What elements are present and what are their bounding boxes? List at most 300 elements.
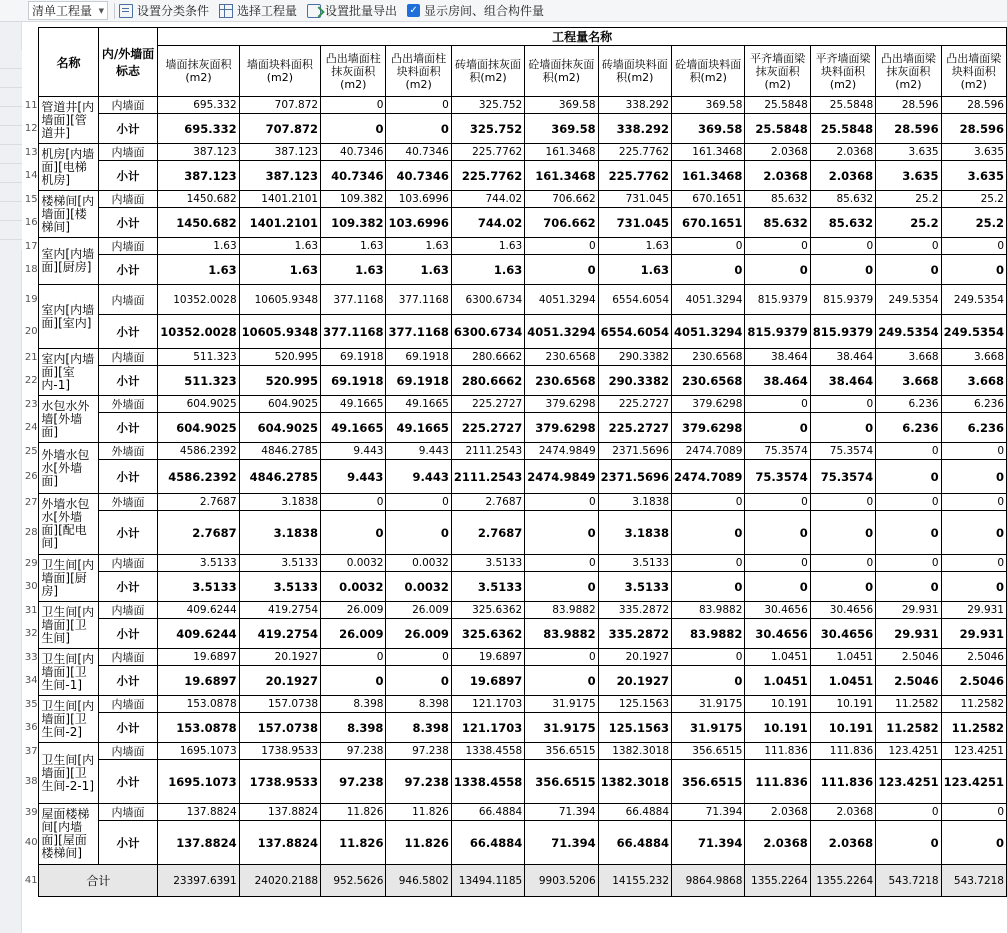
subtotal-cell[interactable]: 249.5354	[941, 315, 1006, 349]
value-cell[interactable]: 161.3468	[525, 144, 598, 161]
show-room-checkbox[interactable]	[407, 2, 544, 19]
subtotal-cell[interactable]: 225.7762	[598, 161, 671, 191]
value-cell[interactable]: 2.5046	[941, 649, 1006, 666]
value-cell[interactable]: 1.63	[386, 238, 451, 255]
subtotal-cell[interactable]: 3.1838	[239, 511, 320, 555]
subtotal-row[interactable]	[24, 255, 1007, 285]
subtotal-cell[interactable]: 3.5133	[451, 572, 524, 602]
subtotal-cell[interactable]: 1695.1073	[158, 760, 239, 804]
value-cell[interactable]: 249.5354	[876, 285, 941, 315]
wall-flag-cell[interactable]: 内墙面	[98, 696, 158, 713]
total-row[interactable]	[24, 865, 1007, 897]
value-cell[interactable]: 0.0032	[321, 555, 386, 572]
value-cell[interactable]: 1.0451	[810, 649, 875, 666]
subtotal-cell[interactable]: 1382.3018	[598, 760, 671, 804]
value-cell[interactable]: 225.2727	[451, 396, 524, 413]
value-cell[interactable]: 11.826	[321, 804, 386, 821]
value-cell[interactable]: 4051.3294	[672, 285, 745, 315]
value-cell[interactable]: 109.382	[321, 191, 386, 208]
value-cell[interactable]: 29.931	[876, 602, 941, 619]
subtotal-cell[interactable]: 419.2754	[239, 619, 320, 649]
subtotal-cell[interactable]: 9.443	[386, 460, 451, 494]
value-cell[interactable]: 2.5046	[876, 649, 941, 666]
subtotal-cell[interactable]: 19.6897	[158, 666, 239, 696]
value-cell[interactable]: 30.4656	[745, 602, 810, 619]
subtotal-cell[interactable]: 0	[876, 572, 941, 602]
subtotal-cell[interactable]: 6.236	[876, 413, 941, 443]
subtotal-cell[interactable]: 0	[672, 666, 745, 696]
value-cell[interactable]: 356.6515	[525, 743, 598, 760]
value-cell[interactable]: 0	[525, 649, 598, 666]
subtotal-cell[interactable]: 225.7762	[451, 161, 524, 191]
value-cell[interactable]: 0	[876, 555, 941, 572]
subtotal-cell[interactable]: 744.02	[451, 208, 524, 238]
value-cell[interactable]: 0	[321, 97, 386, 114]
subtotal-cell[interactable]: 377.1168	[386, 315, 451, 349]
value-cell[interactable]: 1.63	[158, 238, 239, 255]
value-cell[interactable]: 290.3382	[598, 349, 671, 366]
value-cell[interactable]: 0	[745, 396, 810, 413]
subtotal-cell[interactable]: 3.5133	[598, 572, 671, 602]
wall-flag-cell[interactable]: 外墙面	[98, 494, 158, 511]
value-cell[interactable]: 2.0368	[810, 804, 875, 821]
value-cell[interactable]: 161.3468	[672, 144, 745, 161]
subtotal-cell[interactable]: 4846.2785	[239, 460, 320, 494]
subtotal-cell[interactable]: 0	[745, 572, 810, 602]
value-cell[interactable]: 97.238	[321, 743, 386, 760]
value-cell[interactable]: 225.2727	[598, 396, 671, 413]
value-cell[interactable]: 25.5848	[745, 97, 810, 114]
value-cell[interactable]: 10352.0028	[158, 285, 239, 315]
subtotal-cell[interactable]: 2.5046	[876, 666, 941, 696]
subtotal-cell[interactable]: 97.238	[321, 760, 386, 804]
value-cell[interactable]: 26.009	[321, 602, 386, 619]
subtotal-cell[interactable]: 85.632	[810, 208, 875, 238]
subtotal-cell[interactable]: 19.6897	[451, 666, 524, 696]
value-cell[interactable]: 0	[810, 396, 875, 413]
value-cell[interactable]: 6554.6054	[598, 285, 671, 315]
subtotal-cell[interactable]: 377.1168	[321, 315, 386, 349]
value-cell[interactable]: 2371.5696	[598, 443, 671, 460]
row-name-cell[interactable]: 卫生间[内墙面][厨房]	[39, 555, 98, 602]
subtotal-cell[interactable]: 3.668	[876, 366, 941, 396]
subtotal-cell[interactable]: 0.0032	[386, 572, 451, 602]
row-name-cell[interactable]: 水包水外墙[外墙面]	[39, 396, 98, 443]
subtotal-cell[interactable]: 280.6662	[451, 366, 524, 396]
subtotal-cell[interactable]: 69.1918	[321, 366, 386, 396]
value-cell[interactable]: 2.0368	[745, 804, 810, 821]
value-cell[interactable]: 0	[672, 238, 745, 255]
subtotal-cell[interactable]: 11.826	[386, 821, 451, 865]
value-cell[interactable]: 125.1563	[598, 696, 671, 713]
subtotal-cell[interactable]: 28.596	[941, 114, 1006, 144]
subtotal-cell[interactable]: 335.2872	[598, 619, 671, 649]
subtotal-cell[interactable]: 2111.2543	[451, 460, 524, 494]
value-cell[interactable]: 8.398	[321, 696, 386, 713]
subtotal-cell[interactable]: 6554.6054	[598, 315, 671, 349]
subtotal-row[interactable]	[24, 572, 1007, 602]
value-cell[interactable]: 121.1703	[451, 696, 524, 713]
wall-flag-cell[interactable]: 内墙面	[98, 238, 158, 255]
value-cell[interactable]: 0	[321, 649, 386, 666]
subtotal-cell[interactable]: 71.394	[672, 821, 745, 865]
wall-flag-cell[interactable]: 内墙面	[98, 804, 158, 821]
subtotal-cell[interactable]: 670.1651	[672, 208, 745, 238]
value-cell[interactable]: 1338.4558	[451, 743, 524, 760]
table-row[interactable]	[24, 238, 1007, 255]
subtotal-cell[interactable]: 2.0368	[810, 161, 875, 191]
value-cell[interactable]: 66.4884	[598, 804, 671, 821]
value-cell[interactable]: 137.8824	[158, 804, 239, 821]
row-name-cell[interactable]: 外墙水包水[外墙面][配电间]	[39, 494, 98, 555]
subtotal-row[interactable]	[24, 821, 1007, 865]
subtotal-cell[interactable]: 4051.3294	[672, 315, 745, 349]
value-cell[interactable]: 0	[386, 494, 451, 511]
value-cell[interactable]: 0	[941, 238, 1006, 255]
subtotal-cell[interactable]: 0	[386, 511, 451, 555]
column-header[interactable]: 墙面抹灰面积(m2)	[158, 46, 239, 97]
subtotal-cell[interactable]: 49.1665	[386, 413, 451, 443]
value-cell[interactable]: 0	[876, 494, 941, 511]
value-cell[interactable]: 25.2	[876, 191, 941, 208]
value-cell[interactable]: 4051.3294	[525, 285, 598, 315]
wall-flag-cell[interactable]: 外墙面	[98, 396, 158, 413]
value-cell[interactable]: 377.1168	[386, 285, 451, 315]
value-cell[interactable]: 9.443	[386, 443, 451, 460]
value-cell[interactable]: 66.4884	[451, 804, 524, 821]
subtotal-cell[interactable]: 695.332	[158, 114, 239, 144]
subtotal-cell[interactable]: 26.009	[321, 619, 386, 649]
subtotal-cell[interactable]: 83.9882	[525, 619, 598, 649]
table-row[interactable]	[24, 649, 1007, 666]
column-header[interactable]: 凸出墙面柱抹灰面积(m2)	[321, 46, 386, 97]
subtotal-cell[interactable]: 325.6362	[451, 619, 524, 649]
value-cell[interactable]: 38.464	[810, 349, 875, 366]
subtotal-cell[interactable]: 69.1918	[386, 366, 451, 396]
subtotal-cell[interactable]: 3.635	[876, 161, 941, 191]
value-cell[interactable]: 111.836	[810, 743, 875, 760]
subtotal-cell[interactable]: 356.6515	[525, 760, 598, 804]
row-name-cell[interactable]: 卫生间[内墙面][卫生间]	[39, 602, 98, 649]
subtotal-cell[interactable]: 1.63	[451, 255, 524, 285]
value-cell[interactable]: 75.3574	[810, 443, 875, 460]
subtotal-cell[interactable]: 0	[525, 572, 598, 602]
subtotal-cell[interactable]: 225.2727	[598, 413, 671, 443]
total-cell[interactable]: 1355.2264	[745, 865, 810, 897]
value-cell[interactable]: 0	[810, 494, 875, 511]
subtotal-cell[interactable]: 731.045	[598, 208, 671, 238]
value-cell[interactable]: 377.1168	[321, 285, 386, 315]
value-cell[interactable]: 0	[672, 555, 745, 572]
subtotal-cell[interactable]: 230.6568	[525, 366, 598, 396]
value-cell[interactable]: 3.668	[876, 349, 941, 366]
subtotal-cell[interactable]: 1.0451	[745, 666, 810, 696]
wall-flag-cell[interactable]: 外墙面	[98, 443, 158, 460]
column-header[interactable]: 平齐墙面梁抹灰面积(m2)	[745, 46, 810, 97]
subtotal-cell[interactable]: 379.6298	[525, 413, 598, 443]
subtotal-cell[interactable]: 0	[876, 511, 941, 555]
subtotal-cell[interactable]: 2.7687	[158, 511, 239, 555]
value-cell[interactable]: 49.1665	[386, 396, 451, 413]
value-cell[interactable]: 111.836	[745, 743, 810, 760]
wall-flag-cell[interactable]: 内墙面	[98, 743, 158, 760]
value-cell[interactable]: 249.5354	[941, 285, 1006, 315]
value-cell[interactable]: 83.9882	[672, 602, 745, 619]
value-cell[interactable]: 670.1651	[672, 191, 745, 208]
subtotal-cell[interactable]: 97.238	[386, 760, 451, 804]
value-cell[interactable]: 0	[810, 555, 875, 572]
value-cell[interactable]: 325.752	[451, 97, 524, 114]
value-cell[interactable]: 0	[876, 238, 941, 255]
value-cell[interactable]: 0	[386, 97, 451, 114]
value-cell[interactable]: 1.63	[598, 238, 671, 255]
subtotal-cell[interactable]: 0	[876, 460, 941, 494]
value-cell[interactable]: 2.7687	[451, 494, 524, 511]
subtotal-cell[interactable]: 706.662	[525, 208, 598, 238]
subtotal-cell[interactable]: 0	[810, 255, 875, 285]
subtotal-cell[interactable]: 1.63	[598, 255, 671, 285]
quantity-type-select[interactable]	[28, 1, 108, 20]
subtotal-cell[interactable]: 10352.0028	[158, 315, 239, 349]
subtotal-cell[interactable]: 0	[672, 255, 745, 285]
table-row[interactable]	[24, 555, 1007, 572]
subtotal-cell[interactable]: 111.836	[810, 760, 875, 804]
subtotal-cell[interactable]: 387.123	[158, 161, 239, 191]
subtotal-cell[interactable]: 2.0368	[810, 821, 875, 865]
value-cell[interactable]: 3.668	[941, 349, 1006, 366]
subtotal-cell[interactable]: 2.7687	[451, 511, 524, 555]
value-cell[interactable]: 103.6996	[386, 191, 451, 208]
subtotal-row[interactable]	[24, 114, 1007, 144]
column-header[interactable]: 凸出墙面柱块料面积(m2)	[386, 46, 451, 97]
value-cell[interactable]: 0	[525, 494, 598, 511]
value-cell[interactable]: 0	[321, 494, 386, 511]
table-row[interactable]	[24, 804, 1007, 821]
subtotal-cell[interactable]: 511.323	[158, 366, 239, 396]
name-column-header[interactable]: 名称	[39, 28, 98, 97]
value-cell[interactable]: 49.1665	[321, 396, 386, 413]
value-cell[interactable]: 0	[525, 238, 598, 255]
value-cell[interactable]: 369.58	[672, 97, 745, 114]
value-cell[interactable]: 123.4251	[876, 743, 941, 760]
total-cell[interactable]: 13494.1185	[451, 865, 524, 897]
subtotal-cell[interactable]: 707.872	[239, 114, 320, 144]
subtotal-cell[interactable]: 20.1927	[598, 666, 671, 696]
value-cell[interactable]: 153.0878	[158, 696, 239, 713]
subtotal-cell[interactable]: 6300.6734	[451, 315, 524, 349]
value-cell[interactable]: 369.58	[525, 97, 598, 114]
wall-flag-cell[interactable]: 内墙面	[98, 285, 158, 315]
value-cell[interactable]: 85.632	[745, 191, 810, 208]
subtotal-cell[interactable]: 10.191	[745, 713, 810, 743]
subtotal-cell[interactable]: 26.009	[386, 619, 451, 649]
subtotal-cell[interactable]: 0	[386, 114, 451, 144]
flag-column-header[interactable]: 内/外墙面标志	[98, 28, 158, 97]
subtotal-row[interactable]	[24, 713, 1007, 743]
value-cell[interactable]: 38.464	[745, 349, 810, 366]
value-cell[interactable]: 0	[745, 555, 810, 572]
value-cell[interactable]: 6300.6734	[451, 285, 524, 315]
value-cell[interactable]: 6.236	[941, 396, 1006, 413]
wall-flag-cell[interactable]: 内墙面	[98, 349, 158, 366]
row-name-cell[interactable]: 室内[内墙面][室内-1]	[39, 349, 98, 396]
subtotal-cell[interactable]: 0	[941, 460, 1006, 494]
value-cell[interactable]: 11.2582	[941, 696, 1006, 713]
subtotal-cell[interactable]: 11.2582	[941, 713, 1006, 743]
value-cell[interactable]: 0	[386, 649, 451, 666]
value-cell[interactable]: 6.236	[876, 396, 941, 413]
subtotal-row[interactable]	[24, 208, 1007, 238]
value-cell[interactable]: 1.63	[451, 238, 524, 255]
subtotal-cell[interactable]: 0	[672, 572, 745, 602]
value-cell[interactable]: 604.9025	[239, 396, 320, 413]
subtotal-cell[interactable]: 0	[321, 666, 386, 696]
subtotal-cell[interactable]: 137.8824	[239, 821, 320, 865]
subtotal-cell[interactable]: 66.4884	[451, 821, 524, 865]
subtotal-cell[interactable]: 0	[745, 511, 810, 555]
subtotal-cell[interactable]: 85.632	[745, 208, 810, 238]
column-header[interactable]: 砼墙面抹灰面积(m2)	[525, 46, 598, 97]
subtotal-cell[interactable]: 8.398	[321, 713, 386, 743]
batch-export-button[interactable]	[307, 2, 397, 19]
subtotal-cell[interactable]: 604.9025	[158, 413, 239, 443]
subtotal-cell[interactable]: 3.5133	[239, 572, 320, 602]
row-name-cell[interactable]: 室内[内墙面][室内]	[39, 285, 98, 349]
value-cell[interactable]: 2111.2543	[451, 443, 524, 460]
subtotal-cell[interactable]: 153.0878	[158, 713, 239, 743]
value-cell[interactable]: 338.292	[598, 97, 671, 114]
wall-flag-cell[interactable]: 内墙面	[98, 97, 158, 114]
subtotal-cell[interactable]: 2474.9849	[525, 460, 598, 494]
value-cell[interactable]: 8.398	[386, 696, 451, 713]
value-cell[interactable]: 3.5133	[239, 555, 320, 572]
subtotal-cell[interactable]: 0	[876, 255, 941, 285]
subtotal-cell[interactable]: 3.635	[941, 161, 1006, 191]
total-cell[interactable]: 23397.6391	[158, 865, 239, 897]
value-cell[interactable]: 19.6897	[451, 649, 524, 666]
subtotal-cell[interactable]: 3.668	[941, 366, 1006, 396]
subtotal-row[interactable]	[24, 315, 1007, 349]
subtotal-cell[interactable]: 30.4656	[745, 619, 810, 649]
subtotal-cell[interactable]: 0	[672, 511, 745, 555]
subtotal-row[interactable]	[24, 161, 1007, 191]
value-cell[interactable]: 29.931	[941, 602, 1006, 619]
subtotal-cell[interactable]: 40.7346	[321, 161, 386, 191]
subtotal-cell[interactable]: 379.6298	[672, 413, 745, 443]
subtotal-cell[interactable]: 29.931	[941, 619, 1006, 649]
column-header[interactable]: 凸出墙面梁块料面积(m2)	[941, 46, 1006, 97]
subtotal-cell[interactable]: 0	[810, 511, 875, 555]
subtotal-cell[interactable]: 369.58	[525, 114, 598, 144]
subtotal-cell[interactable]: 111.836	[745, 760, 810, 804]
subtotal-cell[interactable]: 30.4656	[810, 619, 875, 649]
value-cell[interactable]: 511.323	[158, 349, 239, 366]
total-cell[interactable]: 1355.2264	[810, 865, 875, 897]
subtotal-cell[interactable]: 103.6996	[386, 208, 451, 238]
choose-quantity-button[interactable]	[219, 2, 297, 19]
value-cell[interactable]: 137.8824	[239, 804, 320, 821]
subtotal-cell[interactable]: 225.2727	[451, 413, 524, 443]
value-cell[interactable]: 815.9379	[810, 285, 875, 315]
subtotal-cell[interactable]: 2.5046	[941, 666, 1006, 696]
value-cell[interactable]: 335.2872	[598, 602, 671, 619]
table-row[interactable]	[24, 97, 1007, 114]
subtotal-cell[interactable]: 0	[876, 821, 941, 865]
subtotal-row[interactable]	[24, 413, 1007, 443]
subtotal-cell[interactable]: 31.9175	[672, 713, 745, 743]
table-row[interactable]	[24, 285, 1007, 315]
subtotal-cell[interactable]: 2371.5696	[598, 460, 671, 494]
subtotal-cell[interactable]: 0	[525, 666, 598, 696]
subtotal-cell[interactable]: 40.7346	[386, 161, 451, 191]
subtotal-cell[interactable]: 2.0368	[745, 821, 810, 865]
value-cell[interactable]: 1450.682	[158, 191, 239, 208]
subtotal-cell[interactable]: 0	[745, 413, 810, 443]
value-cell[interactable]: 379.6298	[525, 396, 598, 413]
subtotal-cell[interactable]: 2.0368	[745, 161, 810, 191]
subtotal-cell[interactable]: 0	[941, 511, 1006, 555]
column-header[interactable]: 砖墙面块料面积(m2)	[598, 46, 671, 97]
wall-flag-cell[interactable]: 内墙面	[98, 144, 158, 161]
subtotal-cell[interactable]: 0	[525, 255, 598, 285]
value-cell[interactable]: 325.6362	[451, 602, 524, 619]
subtotal-cell[interactable]: 604.9025	[239, 413, 320, 443]
subtotal-cell[interactable]: 11.2582	[876, 713, 941, 743]
total-cell[interactable]: 9864.9868	[672, 865, 745, 897]
value-cell[interactable]: 11.826	[386, 804, 451, 821]
value-cell[interactable]: 4846.2785	[239, 443, 320, 460]
table-row[interactable]	[24, 191, 1007, 208]
subtotal-cell[interactable]: 75.3574	[745, 460, 810, 494]
value-cell[interactable]: 25.5848	[810, 97, 875, 114]
subtotal-cell[interactable]: 338.292	[598, 114, 671, 144]
value-cell[interactable]: 604.9025	[158, 396, 239, 413]
subtotal-cell[interactable]: 1450.682	[158, 208, 239, 238]
column-header[interactable]: 凸出墙面梁抹灰面积(m2)	[876, 46, 941, 97]
subtotal-cell[interactable]: 66.4884	[598, 821, 671, 865]
value-cell[interactable]: 731.045	[598, 191, 671, 208]
subtotal-cell[interactable]: 28.596	[876, 114, 941, 144]
total-cell[interactable]: 952.5626	[321, 865, 386, 897]
value-cell[interactable]: 280.6662	[451, 349, 524, 366]
value-cell[interactable]: 2.7687	[158, 494, 239, 511]
subtotal-row[interactable]	[24, 460, 1007, 494]
value-cell[interactable]: 3.1838	[239, 494, 320, 511]
value-cell[interactable]: 85.632	[810, 191, 875, 208]
subtotal-cell[interactable]: 1738.9533	[239, 760, 320, 804]
value-cell[interactable]: 69.1918	[321, 349, 386, 366]
column-header[interactable]: 墙面块料面积(m2)	[239, 46, 320, 97]
value-cell[interactable]: 225.7762	[598, 144, 671, 161]
row-name-cell[interactable]: 外墙水包水[外墙面]	[39, 443, 98, 494]
value-cell[interactable]: 520.995	[239, 349, 320, 366]
total-cell[interactable]: 9903.5206	[525, 865, 598, 897]
table-row[interactable]	[24, 494, 1007, 511]
value-cell[interactable]: 695.332	[158, 97, 239, 114]
column-header[interactable]: 砼墙面块料面积(m2)	[672, 46, 745, 97]
row-name-cell[interactable]: 卫生间[内墙面][卫生间-2-1]	[39, 743, 98, 804]
row-name-cell[interactable]: 机房[内墙面][电梯机房]	[39, 144, 98, 191]
subtotal-cell[interactable]: 83.9882	[672, 619, 745, 649]
value-cell[interactable]: 1738.9533	[239, 743, 320, 760]
value-cell[interactable]: 2474.7089	[672, 443, 745, 460]
column-header[interactable]: 砖墙面抹灰面积(m2)	[451, 46, 524, 97]
table-row[interactable]	[24, 396, 1007, 413]
value-cell[interactable]: 0	[941, 494, 1006, 511]
value-cell[interactable]: 20.1927	[239, 649, 320, 666]
subtotal-cell[interactable]: 325.752	[451, 114, 524, 144]
value-cell[interactable]: 0	[672, 494, 745, 511]
